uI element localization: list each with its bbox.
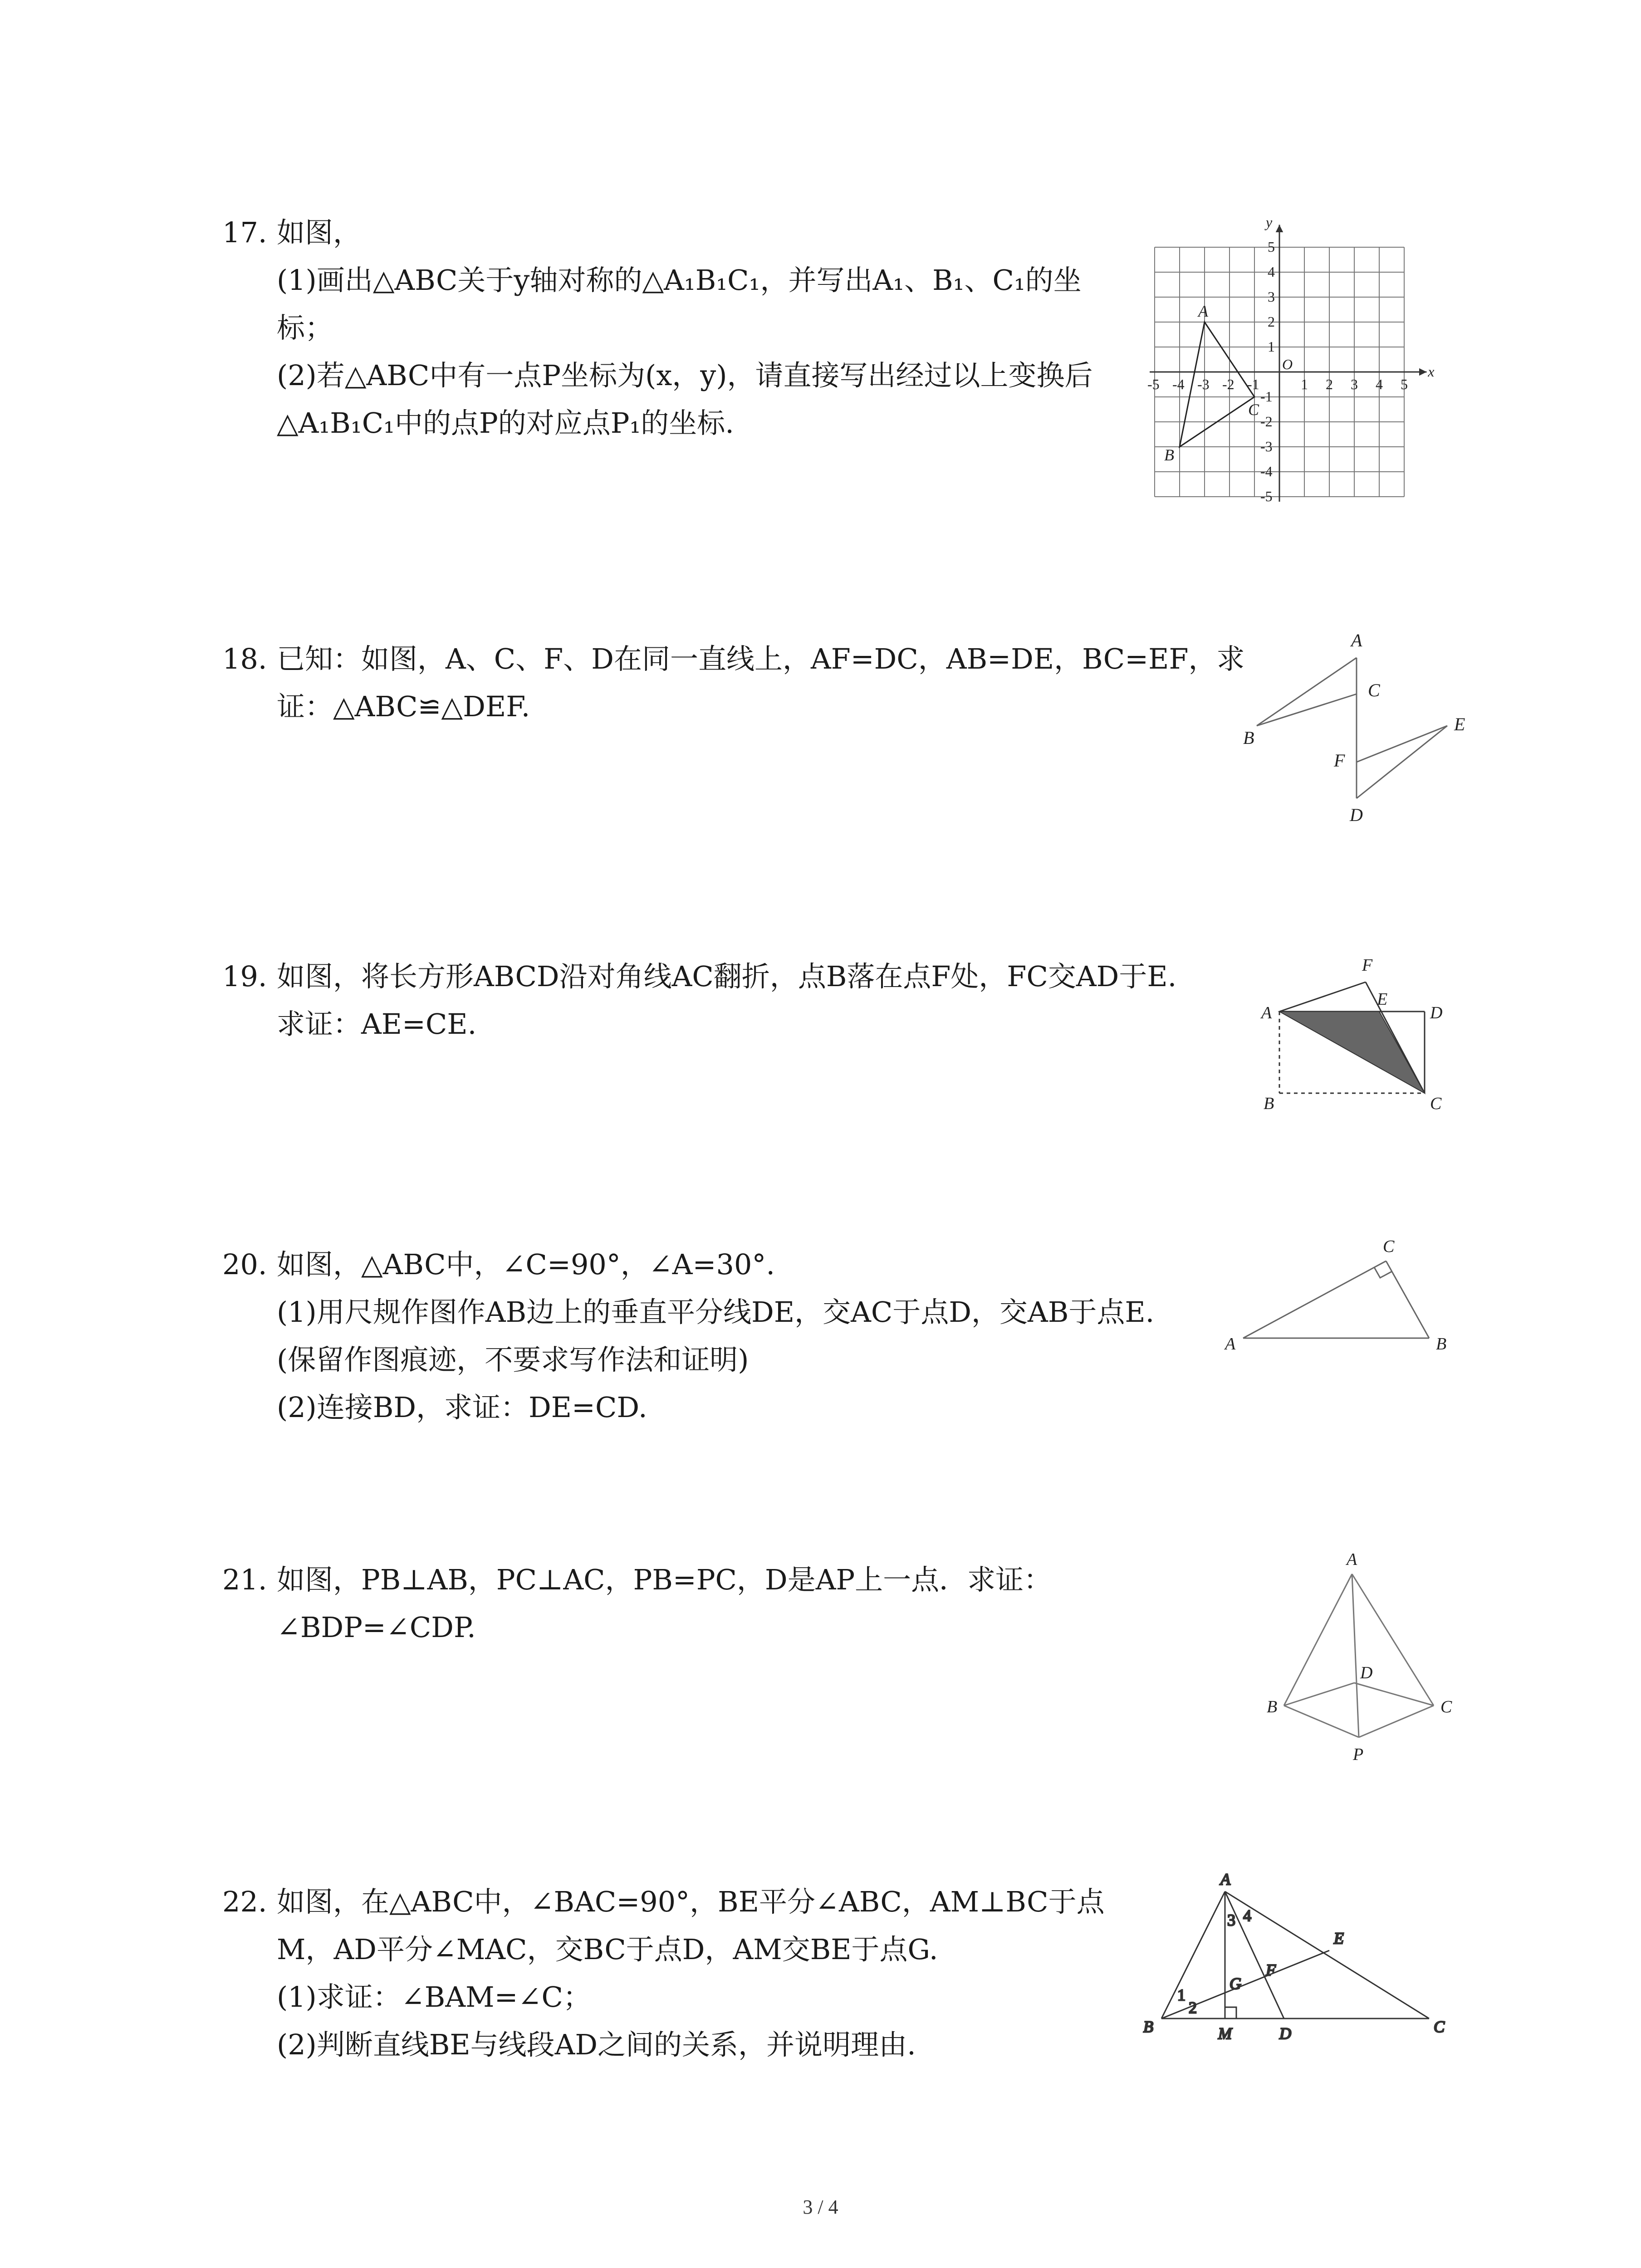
y-tick-label: -3 (1260, 438, 1273, 455)
problem-number: 18. (222, 642, 267, 675)
angle-label-2: 2 (1189, 1999, 1197, 2017)
x-tick-label: -4 (1172, 376, 1185, 392)
label-B: B (1243, 728, 1254, 748)
label-E: E (1334, 1929, 1344, 1947)
label-C: C (1383, 1237, 1395, 1256)
problem-text: M，AD平分∠MAC，交BC于点D，AM交BE于点G. (277, 1933, 938, 1966)
label-A: A (1351, 630, 1362, 650)
y-tick-label: 1 (1268, 338, 1275, 355)
problem-22 (222, 1878, 1105, 2068)
grid-tick-labels (1147, 214, 1434, 505)
problem-19 (222, 953, 1176, 1048)
page-number: 3 / 4 (803, 2196, 838, 2218)
angle-label-4: 4 (1243, 1906, 1251, 1925)
point-label-A: A (1198, 302, 1208, 320)
problem-text: 如图，△ABC中，∠C=90°，∠A=30°. (277, 1248, 775, 1281)
label-A: A (1220, 1870, 1230, 1888)
origin-label: O (1282, 356, 1293, 372)
coordinate-grid-figure (1147, 209, 1470, 553)
problem-text: 如图， (277, 216, 362, 249)
angle-label-3: 3 (1227, 1911, 1235, 1929)
label-C: C (1430, 1094, 1442, 1113)
y-tick-label: 2 (1268, 313, 1275, 330)
problem-text: (2)连接BD，求证：DE=CD. (277, 1391, 647, 1424)
x-tick-label: 3 (1351, 376, 1358, 392)
y-axis-arrow (1276, 225, 1283, 233)
segment-AP (1352, 1574, 1359, 1737)
label-A: A (1225, 1334, 1236, 1354)
y-axis-label: y (1266, 214, 1273, 230)
label-F: F (1362, 956, 1373, 975)
segment-BC (1257, 694, 1357, 726)
y-tick-label: 3 (1268, 288, 1275, 305)
segment-BP (1284, 1706, 1359, 1737)
problem-text: (1)求证：∠BAM=∠C； (277, 1980, 591, 2014)
segment-CB (1386, 1261, 1429, 1338)
problem-21 (222, 1556, 1052, 1651)
problem-18 (222, 635, 1244, 730)
segment-AB (1284, 1574, 1352, 1706)
problem-text: 求证：AE=CE. (277, 1007, 477, 1041)
label-D: D (1360, 1663, 1373, 1682)
point-label-C: C (1248, 401, 1259, 419)
angle-label-1: 1 (1177, 1986, 1185, 2004)
problem-text: 已知：如图，A、C、F、D在同一直线上，AF=DC，AB=DE，BC=EF，求 (277, 642, 1245, 675)
x-tick-label: -5 (1147, 376, 1160, 392)
problem-text: ∠BDP=∠CDP. (277, 1611, 476, 1644)
label-E: E (1377, 990, 1388, 1009)
right-angle-mark (1225, 2007, 1236, 2019)
figure-18 (1234, 631, 1470, 835)
figure-21 (1257, 1542, 1461, 1778)
segment-EF (1357, 726, 1447, 762)
problem-20 (222, 1241, 1154, 1431)
problem-text: 如图，PB⊥AB，PC⊥AC，PB=PC，D是AP上一点．求证： (277, 1563, 1052, 1596)
segment-DE (1357, 726, 1447, 798)
problem-number: 21. (222, 1563, 267, 1596)
x-tick-label: 1 (1301, 376, 1308, 392)
label-D: D (1350, 805, 1363, 825)
x-axis-arrow (1419, 368, 1427, 376)
segment-CP (1359, 1706, 1434, 1737)
problem-text: (1)画出△ABC关于y轴对称的△A₁B₁C₁，并写出A₁、B₁、C₁的坐 (277, 264, 1082, 297)
problem-text: 如图，将长方形ABCD沿对角线AC翻折，点B落在点F处，FC交AD于E. (277, 960, 1177, 993)
y-tick-label: -4 (1260, 463, 1273, 479)
figure-20 (1216, 1225, 1470, 1361)
label-B: B (1436, 1334, 1447, 1354)
problem-text: (2)判断直线BE与线段AD之间的关系，并说明理由. (277, 2028, 916, 2061)
y-tick-label: -2 (1260, 413, 1273, 430)
problem-number: 19. (222, 960, 267, 993)
label-A: A (1347, 1550, 1357, 1569)
segment-AB (1257, 658, 1357, 726)
label-C: C (1434, 2018, 1445, 2036)
problem-text: (1)用尺规作图作AB边上的垂直平分线DE，交AC于点D，交AB于点E. (277, 1295, 1155, 1329)
label-A: A (1261, 1003, 1272, 1022)
y-tick-label: -1 (1260, 388, 1273, 405)
label-B: B (1264, 1094, 1274, 1113)
segment-AC (1243, 1261, 1386, 1338)
label-F: F (1334, 750, 1345, 771)
label-E: E (1454, 714, 1465, 734)
y-tick-label: -5 (1260, 488, 1273, 504)
triangle-outline (1180, 322, 1254, 447)
label-M: M (1218, 2024, 1232, 2043)
problem-number: 20. (222, 1248, 267, 1281)
problem-text: (保留作图痕迹，不要求写作法和证明) (277, 1343, 749, 1376)
label-B: B (1267, 1697, 1278, 1716)
label-F: F (1266, 1961, 1276, 1979)
label-D: D (1430, 1003, 1443, 1022)
x-tick-label: 2 (1326, 376, 1333, 392)
point-label-B: B (1164, 446, 1174, 464)
problem-17 (222, 209, 1093, 447)
y-tick-label: 4 (1268, 264, 1275, 280)
figure-22 (1134, 1864, 1470, 2055)
label-C: C (1368, 680, 1380, 700)
x-tick-label: 4 (1376, 376, 1383, 392)
problem-text: △A₁B₁C₁中的点P的对应点P₁的坐标. (277, 406, 735, 440)
label-C: C (1440, 1697, 1452, 1716)
segment-AC (1225, 1892, 1429, 2019)
problem-number: 17. (222, 216, 267, 249)
right-angle-mark (1374, 1267, 1392, 1278)
problem-text: 如图，在△ABC中，∠BAC=90°，BE平分∠ABC，AM⊥BC于点 (277, 1885, 1105, 1918)
label-G: G (1230, 1975, 1241, 1993)
x-tick-label: -2 (1222, 376, 1234, 392)
label-B: B (1143, 2018, 1153, 2036)
figure-19 (1243, 943, 1470, 1125)
x-tick-label: -3 (1197, 376, 1210, 392)
segment-BE (1161, 1950, 1329, 2019)
problem-text: (2)若△ABC中有一点P坐标为(x，y)，请直接写出经过以上变换后 (277, 359, 1093, 392)
label-D: D (1279, 2024, 1291, 2043)
label-P: P (1353, 1745, 1364, 1764)
x-axis-label: x (1428, 363, 1435, 380)
y-tick-label: 5 (1268, 239, 1275, 255)
problem-number: 22. (222, 1885, 267, 1918)
problem-text: 标； (277, 311, 333, 344)
x-tick-label: 5 (1401, 376, 1408, 392)
problem-text: 证：△ABC≌△DEF. (277, 690, 530, 723)
x-tick-label: -1 (1247, 376, 1259, 392)
segment-AF (1279, 982, 1366, 1012)
